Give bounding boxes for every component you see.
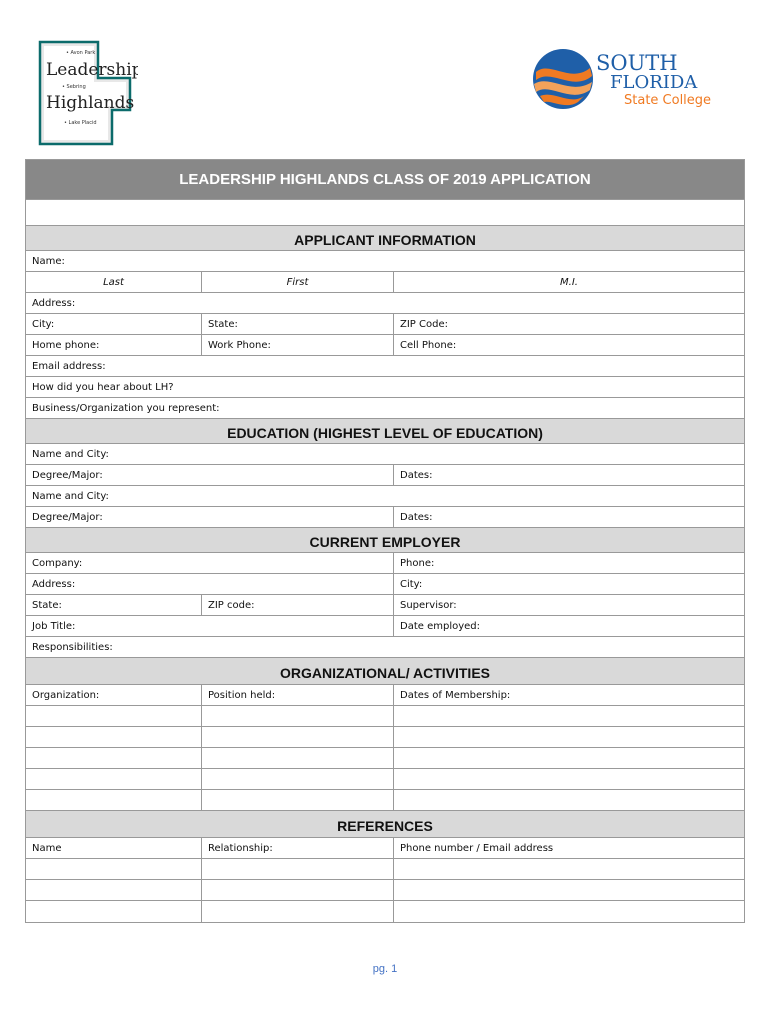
activities-entry-row xyxy=(26,727,744,748)
organization-cell[interactable] xyxy=(26,769,202,789)
name-parts-row xyxy=(26,272,744,293)
cell-phone-field[interactable]: Cell Phone: xyxy=(400,339,457,351)
education-name-city-row-2 xyxy=(26,486,744,507)
name-field[interactable]: Name: xyxy=(32,255,65,267)
position-held-cell[interactable] xyxy=(202,769,394,789)
logo-word-leadership: Leadership xyxy=(46,60,138,80)
hear-about-row xyxy=(26,377,744,398)
section-applicant xyxy=(26,226,744,251)
section-employer xyxy=(26,528,744,553)
first-name-label: First xyxy=(202,272,394,292)
phones-row xyxy=(26,335,744,356)
reference-name-cell[interactable] xyxy=(26,901,202,922)
section-heading-references: REFERENCES xyxy=(337,817,433,834)
school-name-city-field-1[interactable]: Name and City: xyxy=(32,448,109,460)
leadership-highlands-logo xyxy=(38,40,138,148)
reference-entry-row xyxy=(26,901,744,922)
page-number: pg. 1 xyxy=(372,963,398,975)
section-heading-employer: CURRENT EMPLOYER xyxy=(309,533,461,550)
membership-dates-cell[interactable] xyxy=(394,706,744,726)
reference-name-column-label: Name xyxy=(26,838,202,858)
reference-name-cell[interactable] xyxy=(26,880,202,900)
relationship-cell[interactable] xyxy=(202,901,394,922)
section-heading-activities: ORGANIZATIONAL/ ACTIVITIES xyxy=(280,664,490,681)
work-phone-field[interactable]: Work Phone: xyxy=(202,335,394,355)
supervisor-field[interactable]: Supervisor: xyxy=(400,599,457,611)
education-degree-row-1 xyxy=(26,465,744,486)
contact-cell[interactable] xyxy=(394,901,744,922)
last-name-label: Last xyxy=(26,272,202,292)
education-dates-field-2[interactable]: Dates: xyxy=(400,511,433,523)
job-title-row xyxy=(26,616,744,637)
position-held-column-label: Position held: xyxy=(202,685,394,705)
reference-entry-row xyxy=(26,859,744,880)
employer-address-row xyxy=(26,574,744,595)
organization-cell[interactable] xyxy=(26,790,202,810)
job-title-field[interactable]: Job Title: xyxy=(26,616,394,636)
employer-zip-field[interactable]: ZIP code: xyxy=(202,595,394,615)
school-name-city-field-2[interactable]: Name and City: xyxy=(32,490,109,502)
name-row xyxy=(26,251,744,272)
activities-entry-row xyxy=(26,769,744,790)
logo-town-avon-park: • Avon Park xyxy=(66,50,96,56)
section-heading-education: EDUCATION (HIGHEST LEVEL OF EDUCATION) xyxy=(227,424,543,441)
membership-dates-cell[interactable] xyxy=(394,769,744,789)
logo-text-florida: FLORIDA xyxy=(610,72,698,93)
middle-initial-label: M.I. xyxy=(560,276,578,288)
business-row xyxy=(26,398,744,419)
address-row xyxy=(26,293,744,314)
position-held-cell[interactable] xyxy=(202,727,394,747)
state-field[interactable]: State: xyxy=(202,314,394,334)
degree-major-field-2[interactable]: Degree/Major: xyxy=(26,507,394,527)
education-name-city-row-1 xyxy=(26,444,744,465)
employer-phone-field[interactable]: Phone: xyxy=(400,557,435,569)
section-activities xyxy=(26,658,744,685)
position-held-cell[interactable] xyxy=(202,748,394,768)
hear-about-field[interactable]: How did you hear about LH? xyxy=(32,381,174,393)
company-field[interactable]: Company: xyxy=(26,553,394,573)
membership-dates-cell[interactable] xyxy=(394,727,744,747)
membership-dates-cell[interactable] xyxy=(394,748,744,768)
contact-cell[interactable] xyxy=(394,880,744,900)
responsibilities-field[interactable]: Responsibilities: xyxy=(32,641,113,653)
reference-entry-row xyxy=(26,880,744,901)
relationship-cell[interactable] xyxy=(202,859,394,879)
blank-cell xyxy=(26,200,744,225)
logo-town-sebring: • Sebring xyxy=(62,84,86,90)
city-state-zip-row xyxy=(26,314,744,335)
city-field[interactable]: City: xyxy=(26,314,202,334)
logo-text-south: SOUTH xyxy=(596,51,678,75)
relationship-column-label: Relationship: xyxy=(202,838,394,858)
logo-word-highlands: Highlands xyxy=(46,93,135,113)
employer-address-field[interactable]: Address: xyxy=(26,574,394,594)
business-field[interactable]: Business/Organization you represent: xyxy=(32,402,220,414)
organization-cell[interactable] xyxy=(26,727,202,747)
logo-text-state-college: State College xyxy=(624,93,712,108)
employer-state-field[interactable]: State: xyxy=(26,595,202,615)
activities-entry-row xyxy=(26,706,744,727)
logo-town-lake-placid: • Lake Placid xyxy=(64,120,97,126)
application-form xyxy=(25,159,745,923)
position-held-cell[interactable] xyxy=(202,706,394,726)
form-title: LEADERSHIP HIGHLANDS CLASS OF 2019 APPLICATION xyxy=(179,171,591,188)
south-florida-state-college-logo xyxy=(530,44,730,114)
degree-major-field-1[interactable]: Degree/Major: xyxy=(26,465,394,485)
address-field[interactable]: Address: xyxy=(32,297,76,309)
form-title-row xyxy=(26,160,744,200)
activities-entry-row xyxy=(26,748,744,769)
contact-cell[interactable] xyxy=(394,859,744,879)
contact-column-label: Phone number / Email address xyxy=(400,842,554,854)
responsibilities-row xyxy=(26,637,744,658)
employer-state-row xyxy=(26,595,744,616)
date-employed-field[interactable]: Date employed: xyxy=(400,620,481,632)
email-field[interactable]: Email address: xyxy=(32,360,106,372)
membership-dates-column-label: Dates of Membership: xyxy=(400,689,511,701)
organization-cell[interactable] xyxy=(26,748,202,768)
membership-dates-cell[interactable] xyxy=(394,790,744,810)
organization-column-label: Organization: xyxy=(26,685,202,705)
activities-header-row xyxy=(26,685,744,706)
organization-cell[interactable] xyxy=(26,706,202,726)
section-heading-applicant: APPLICANT INFORMATION xyxy=(294,231,476,248)
zip-code-field[interactable]: ZIP Code: xyxy=(400,318,448,330)
section-references xyxy=(26,811,744,838)
home-phone-field[interactable]: Home phone: xyxy=(26,335,202,355)
employer-city-field[interactable]: City: xyxy=(400,578,423,590)
blank-row xyxy=(26,200,744,226)
relationship-cell[interactable] xyxy=(202,880,394,900)
references-header-row xyxy=(26,838,744,859)
position-held-cell[interactable] xyxy=(202,790,394,810)
company-row xyxy=(26,553,744,574)
reference-name-cell[interactable] xyxy=(26,859,202,879)
section-education xyxy=(26,419,744,444)
activities-entry-row xyxy=(26,790,744,811)
email-row xyxy=(26,356,744,377)
education-dates-field-1[interactable]: Dates: xyxy=(400,469,433,481)
education-degree-row-2 xyxy=(26,507,744,528)
